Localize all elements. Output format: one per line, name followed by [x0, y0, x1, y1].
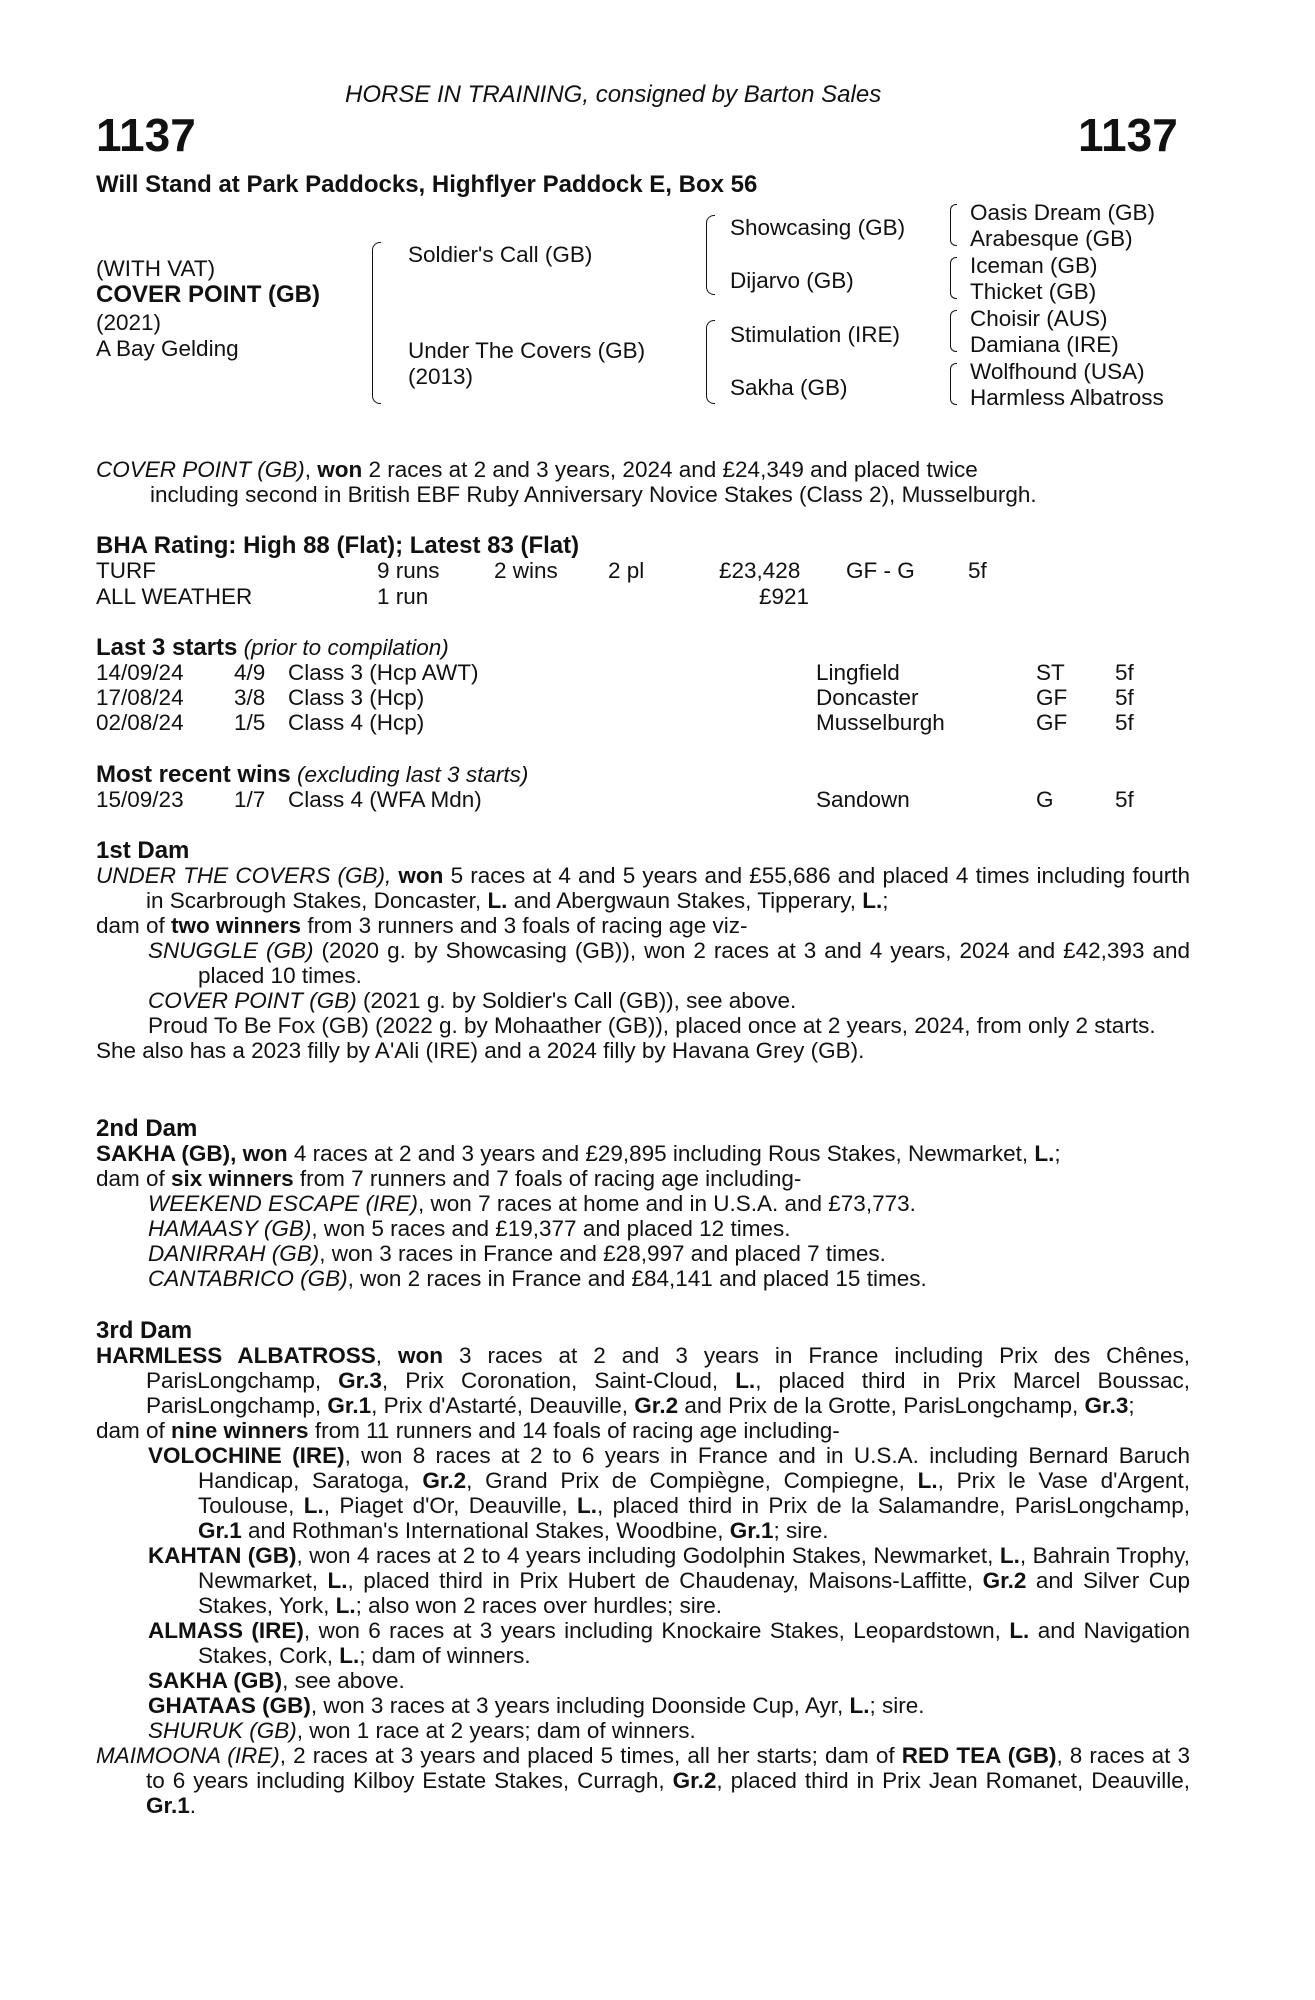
start-row: 17/08/24 3/8 Class 3 (Hcp) Doncaster GF 5f	[96, 685, 1134, 710]
ggdam-2: Thicket (GB)	[970, 279, 1097, 304]
summary-horse-name: COVER POINT (GB)	[96, 457, 305, 482]
performance-summary: COVER POINT (GB), won 2 races at 2 and 3 years, 2024 and £24,349 and placed twice including second in British EBF Ruby Anniversary Novice Stakes (Class 2), Musselburgh.	[96, 457, 1037, 507]
bracket-gg1	[950, 204, 957, 246]
grandsire-paternal: Showcasing (GB)	[730, 215, 906, 240]
third-dam-heading: 3rd Dam	[96, 1317, 193, 1344]
ggsire-2: Iceman (GB)	[970, 253, 1098, 278]
dam-name: Under The Covers (GB)	[408, 338, 646, 363]
granddam-paternal: Dijarvo (GB)	[730, 268, 854, 293]
foaling-year: (2021)	[96, 310, 162, 335]
first-dam-section: UNDER THE COVERS (GB), won 5 races at 4 and 5 years and £55,686 and placed 4 times including fourth in Scarbrough Stakes, Doncaster, L. and Abergwaun Stakes, Tipperary, L.; dam of two winners from 3 runners and 3 foals of racing age viz- SNUGGLE (GB) (2020 g. by Showcasing (GB)), won 2 races at 3 and 4 years, 2024 and £42,393 and placed 10 times. COVER POINT (GB) (2021 g. by Soldier's Call (GB)), see above. Proud To Be Fox (GB) (2022 g. by Mohaather (GB)), placed once at 2 years, 2024, from only 2 starts. She also has a 2023 filly by A'Ali (IRE) and a 2024 filly by Havana Grey (GB).	[96, 863, 1190, 1063]
horse-description: A Bay Gelding	[96, 336, 239, 361]
rating-row-allweather: ALL WEATHER 1 run £921	[96, 584, 810, 609]
grandsire-maternal: Stimulation (IRE)	[730, 322, 901, 347]
summary-won: won	[317, 457, 363, 482]
recent-wins-heading: Most recent wins (excluding last 3 starts)	[96, 761, 529, 788]
start-row: 14/09/24 4/9 Class 3 (Hcp AWT) Lingfield ST 5f	[96, 660, 1134, 685]
ggsire-1: Oasis Dream (GB)	[970, 200, 1156, 225]
ggsire-3: Choisir (AUS)	[970, 306, 1108, 331]
catalogue-subtitle: HORSE IN TRAINING, consigned by Barton Sales	[345, 81, 882, 108]
stand-location: Will Stand at Park Paddocks, Highflyer Paddock E, Box 56	[96, 171, 758, 198]
rating-row-turf: TURF 9 runs 2 wins 2 pl £23,428 GF - G 5f	[96, 558, 987, 583]
bracket-gg4	[950, 363, 957, 405]
bha-rating-heading: BHA Rating: High 88 (Flat); Latest 83 (Flat)	[96, 532, 580, 559]
third-dam-section: HARMLESS ALBATROSS, won 3 races at 2 and 3 years in France including Prix des Chênes, ParisLongchamp, Gr.3, Prix Coronation, Saint-Cloud, L., placed third in Prix Marcel Boussac, ParisLongchamp, Gr.1, Prix d'Astarté, Deauville, Gr.2 and Prix de la Grotte, ParisLongchamp, Gr.3; dam of nine winners from 11 runners and 14 foals of racing age including- VOLOCHINE (IRE), won 8 races at 2 to 6 years in France and in U.S.A. including Bernard Baruch Handicap, Saratoga, Gr.2, Grand Prix de Compiègne, Compiegne, L., Prix le Vase d'Argent, Toulouse, L., Piaget d'Or, Deauville, L., placed third in Prix de la Salamandre, ParisLongchamp, Gr.1 and Rothman's International Stakes, Woodbine, Gr.1; sire. KAHTAN (GB), won 4 races at 2 to 4 years including Godolphin Stakes, Newmarket, L., Bahrain Trophy, Newmarket, L., placed third in Prix Hubert de Chaudenay, Maisons-Laffitte, Gr.2 and Silver Cup Stakes, York, L.; also won 2 races over hurdles; sire. ALMASS (IRE), won 6 races at 3 years including Knockaire Stakes, Leopardstown, L. and Navigation Stakes, Cork, L.; dam of winners. SAKHA (GB), see above. GHATAAS (GB), won 3 races at 3 years including Doonside Cup, Ayr, L.; sire. SHURUK (GB), won 1 race at 2 years; dam of winners. MAIMOONA (IRE), 2 races at 3 years and placed 5 times, all her starts; dam of RED TEA (GB), 8 races at 3 to 6 years including Kilboy Estate Stakes, Curragh, Gr.2, placed third in Prix Jean Romanet, Deauville, Gr.1.	[96, 1343, 1191, 1818]
vat-note: (WITH VAT)	[96, 256, 216, 281]
second-dam-heading: 2nd Dam	[96, 1115, 198, 1142]
bracket-gg3	[950, 310, 957, 352]
start-row: 02/08/24 1/5 Class 4 (Hcp) Musselburgh GF 5f	[96, 710, 1134, 735]
sire-name: Soldier's Call (GB)	[408, 242, 593, 267]
win-row: 15/09/23 1/7 Class 4 (WFA Mdn) Sandown G 5f	[96, 787, 1134, 812]
dam-year: (2013)	[408, 364, 474, 389]
lot-number-right: 1137	[1078, 109, 1178, 161]
ggdam-3: Damiana (IRE)	[970, 332, 1119, 357]
granddam-maternal: Sakha (GB)	[730, 375, 848, 400]
pedigree-bracket-main	[372, 242, 381, 404]
ggdam-4: Harmless Albatross	[970, 385, 1164, 410]
first-dam-heading: 1st Dam	[96, 837, 190, 864]
bracket-gg2	[950, 257, 957, 299]
pedigree-bracket-sire	[706, 215, 715, 295]
lot-number-left: 1137	[96, 109, 196, 161]
ggsire-4: Wolfhound (USA)	[970, 359, 1145, 384]
ggdam-1: Arabesque (GB)	[970, 226, 1133, 251]
pedigree-bracket-dam	[706, 320, 715, 404]
second-dam-section: SAKHA (GB), won 4 races at 2 and 3 years and £29,895 including Rous Stakes, Newmarket, L.; dam of six winners from 7 runners and 7 foals of racing age including- WEEKEND ESCAPE (IRE), won 7 races at home and in U.S.A. and £73,773. HAMAASY (GB), won 5 races and £19,377 and placed 12 times. DANIRRAH (GB), won 3 races in France and £28,997 and placed 7 times. CANTABRICO (GB), won 2 races in France and £84,141 and placed 15 times.	[96, 1141, 1061, 1291]
horse-name: COVER POINT (GB)	[96, 281, 321, 308]
last-starts-heading: Last 3 starts (prior to compilation)	[96, 634, 449, 661]
